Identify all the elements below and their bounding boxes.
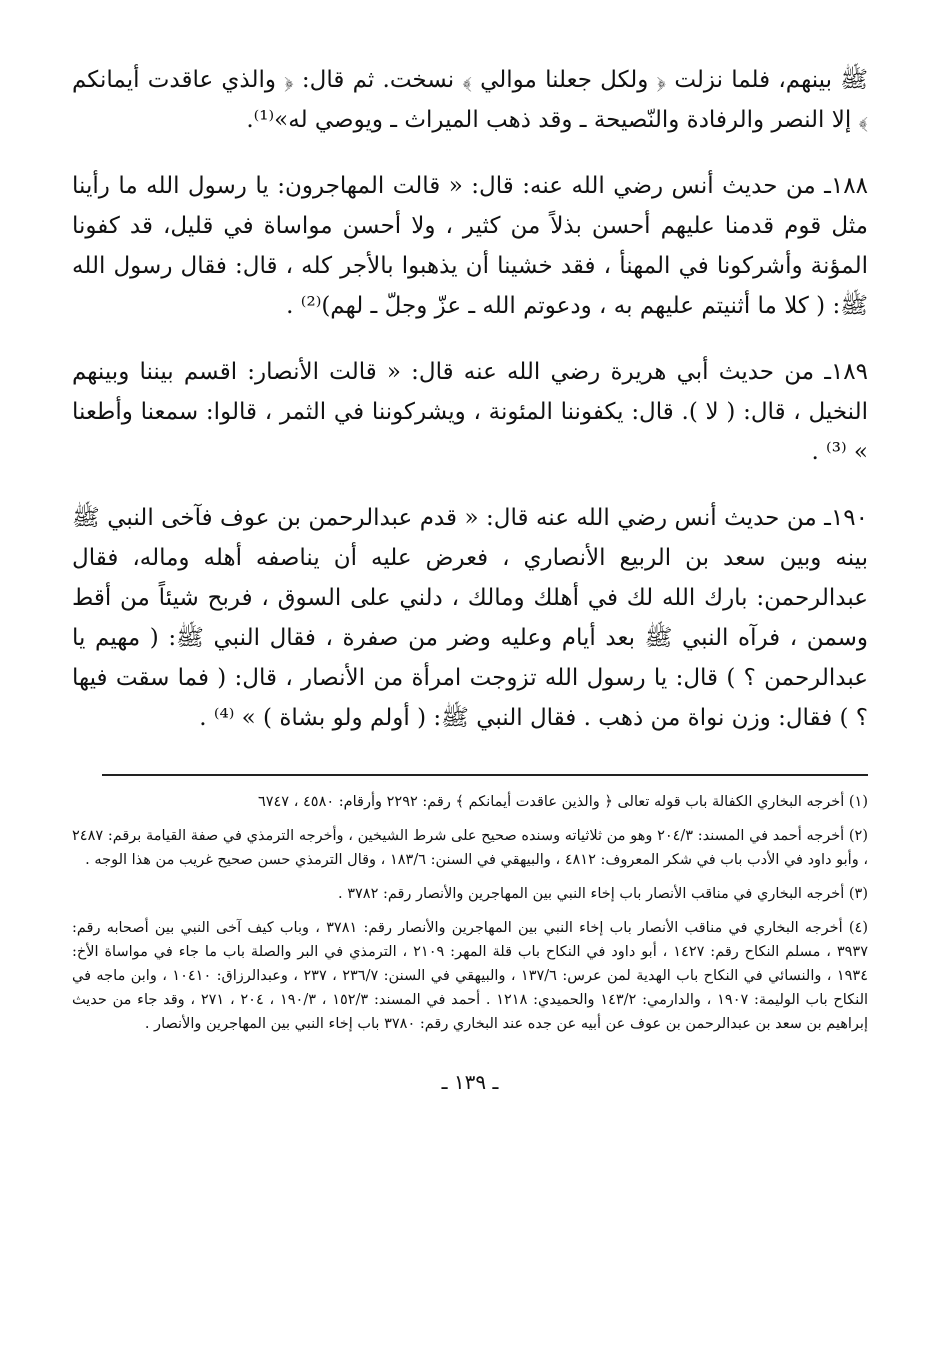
footnote-4: (٤) أخرجه البخاري في مناقب الأنصار باب إخاء النبي بين المهاجرين والأنصار رقم: ٣٧٨١ ، وباب كيف آخى النبي بين أصحابه رقم: ٣٩٣٧ ، مسلم النكاح رقم: ١٤٢٧ ، أبو داود في النكاح باب قلة المهر: ٢١٠٩ ، الترمذي في البر والصلة باب ما جاء في مواساة الأخ: ١٩٣٤ ، والنسائي في النكاح باب الهدية لمن عرس: ١٣٧/٦ ، والبيهقي في السنن: ٢٣٦/٧ ، ٢٣٧ ، وعبدالرزاق: ١٠٤١٠ ، وابن ماجه في النكاح باب الوليمة: ١٩٠٧ ، والدارمي: ١٤٣/٢ والحميدي: ١٢١٨ . أحمد في المسند: ١٥٢/٣ ، ١٩٠/٣ ، ٢٠٤ ، ٢٧١ ، وقد جاء من حديث إبراهيم بن سعد بن عبدالرحمن بن عوف عن أبيه عن جده عند البخاري رقم: ٣٧٨٠ باب إخاء النبي بين المهاجرين والأنصار . — [72, 920, 869, 1032]
page-number: ـ ١٣٩ ـ — [441, 1070, 499, 1094]
paragraph-hadith-188: ١٨٨ـ من حديث أنس رضي الله عنه: قال: « قالت المهاجرون: يا رسول الله ما رأينا مثل قوم قدمنا عليهم أحسن بذلاً من كثير ، ولا أحسن مواساة في قليل، قد كفونا المؤنة وأشركونا في المهنأ ، فقد خشينا أن يذهبوا بالأجر كله ، قال: فقال رسول الله ﷺ: ( كلا ما أثنيتم عليهم به ، ودعوتم الله ـ عزّ وجلّ ـ لهم)⁽²⁾ . — [72, 173, 868, 319]
main-text — [72, 60, 868, 738]
footnotes — [72, 790, 868, 1036]
footnote-2: (٢) أخرجه أحمد في المسند: ٢٠٤/٣ وهو من ثلاثياته وسنده صحيح على شرط الشيخين ، وأخرجه الترمذي في صفة القيامة برقم: ٢٤٨٧ ، وأبو داود في الأدب باب في شكر المعروف: ٤٨١٢ ، والبيهقي في السنن: ١٨٣/٦ ، وقال الترمذي حسن صحيح غريب من هذا الوجه . — [72, 828, 868, 868]
footnote-3: (٣) أخرجه البخاري في مناقب الأنصار باب إخاء النبي بين المهاجرين والأنصار رقم: ٣٧٨٢ . — [337, 886, 868, 902]
footnote-divider — [102, 774, 868, 776]
footnote-1: (١) أخرجه البخاري الكفالة باب قوله تعالى ﴿ والذين عاقدت أيمانكم ﴾ رقم: ٢٢٩٢ وأرقام: ٤٥٨٠ ، ٦٧٤٧ — [257, 794, 868, 810]
paragraph-hadith-190: ١٩٠ـ من حديث أنس رضي الله عنه قال: « قدم عبدالرحمن بن عوف فآخى النبي ﷺ بينه وبين سعد بن الربيع الأنصاري ، فعرض عليه أن يناصفه أهله وماله، فقال عبدالرحمن: بارك الله لك في أهلك ومالك ، دلني على السوق ، فربح شيئاً من أقط وسمن ، فرآه النبي ﷺ بعد أيام وعليه وضر من صفرة ، فقال النبي ﷺ: ( مهيم يا عبدالرحمن ؟ ) قال: يا رسول الله تزوجت امرأة من الأنصار ، قال: ( فما سقت فيها ؟ ) فقال: وزن نواة من ذهب . فقال النبي ﷺ: ( أولم ولو بشاة ) » ⁽⁴⁾ . — [72, 505, 868, 731]
paragraph-hadith-189: ١٨٩ـ من حديث أبي هريرة رضي الله عنه قال: « قالت الأنصار: اقسم بيننا وبينهم النخيل ، قال: ( لا ). قال: يكفوننا المئونة ، ويشركوننا في الثمر ، قالوا: سمعنا وأطعنا » ⁽³⁾ . — [72, 359, 868, 465]
paragraph-continuation: ﷺ بينهم، فلما نزلت ﴿ ولكل جعلنا موالي ﴾ نسخت. ثم قال: ﴿ والذي عاقدت أيمانكم ﴾ إلا النصر والرفادة والنّصيحة ـ وقد ذهب الميراث ـ ويوصي له»⁽¹⁾. — [72, 67, 868, 133]
